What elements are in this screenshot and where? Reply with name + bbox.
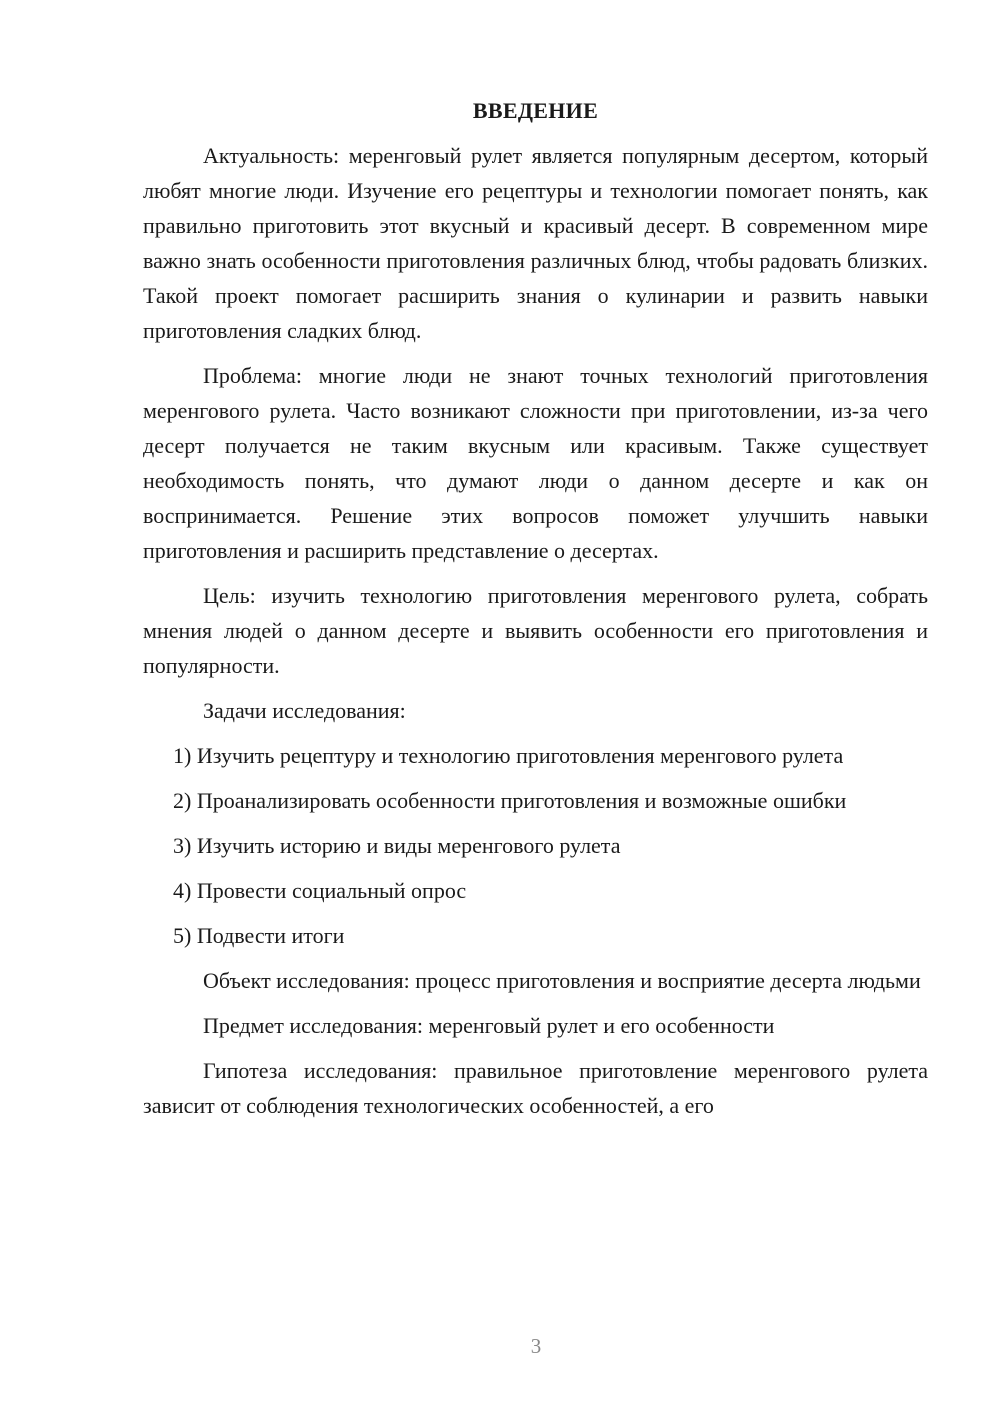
page-number: 3 — [530, 1334, 542, 1358]
hypothesis-paragraph: Гипотеза исследования: правильное приготовление меренгового рулета зависит от соблюдения технологических особенностей, а его — [143, 1058, 928, 1118]
object-paragraph: Объект исследования: процесс приготовления и восприятие десерта людьми — [203, 968, 921, 993]
page-content — [143, 96, 928, 1133]
subject-paragraph: Предмет исследования: меренговый рулет и его особенности — [203, 1013, 775, 1038]
task-item: 2) Проанализировать особенности приготовления и возможные ошибки — [173, 788, 847, 813]
relevance-paragraph: Актуальность: меренговый рулет является популярным десертом, который любят многие люди. Изучение его рецептуры и технологии помогает понять, как правильно приготовить этот вкусный и красивый десерт. В современном мире важно знать особенности приготовления различных блюд, чтобы радовать близких. Такой проект помогает расширить знания о кулинарии и развить навыки приготовления сладких блюд. — [143, 143, 928, 343]
task-item: 1) Изучить рецептуру и технологию приготовления меренгового рулета — [173, 743, 844, 768]
task-item: 3) Изучить историю и виды меренгового рулета — [173, 833, 621, 858]
problem-paragraph: Проблема: многие люди не знают точных технологий приготовления меренгового рулета. Часто возникают сложности при приготовлении, из-за чего десерт получается не таким вкусным или красивым. Также существует необходимость понять, что думают люди о данном десерте и как он воспринимается. Решение этих вопросов поможет улучшить навыки приготовления и расширить представление о десертах. — [143, 363, 928, 563]
tasks-heading: Задачи исследования: — [203, 698, 406, 723]
goal-paragraph: Цель: изучить технологию приготовления меренгового рулета, собрать мнения людей о данном десерте и выявить особенности его приготовления и популярности. — [143, 583, 928, 678]
task-item: 4) Провести социальный опрос — [173, 878, 467, 903]
section-title: ВВЕДЕНИЕ — [472, 98, 599, 123]
task-item: 5) Подвести итоги — [173, 923, 345, 948]
